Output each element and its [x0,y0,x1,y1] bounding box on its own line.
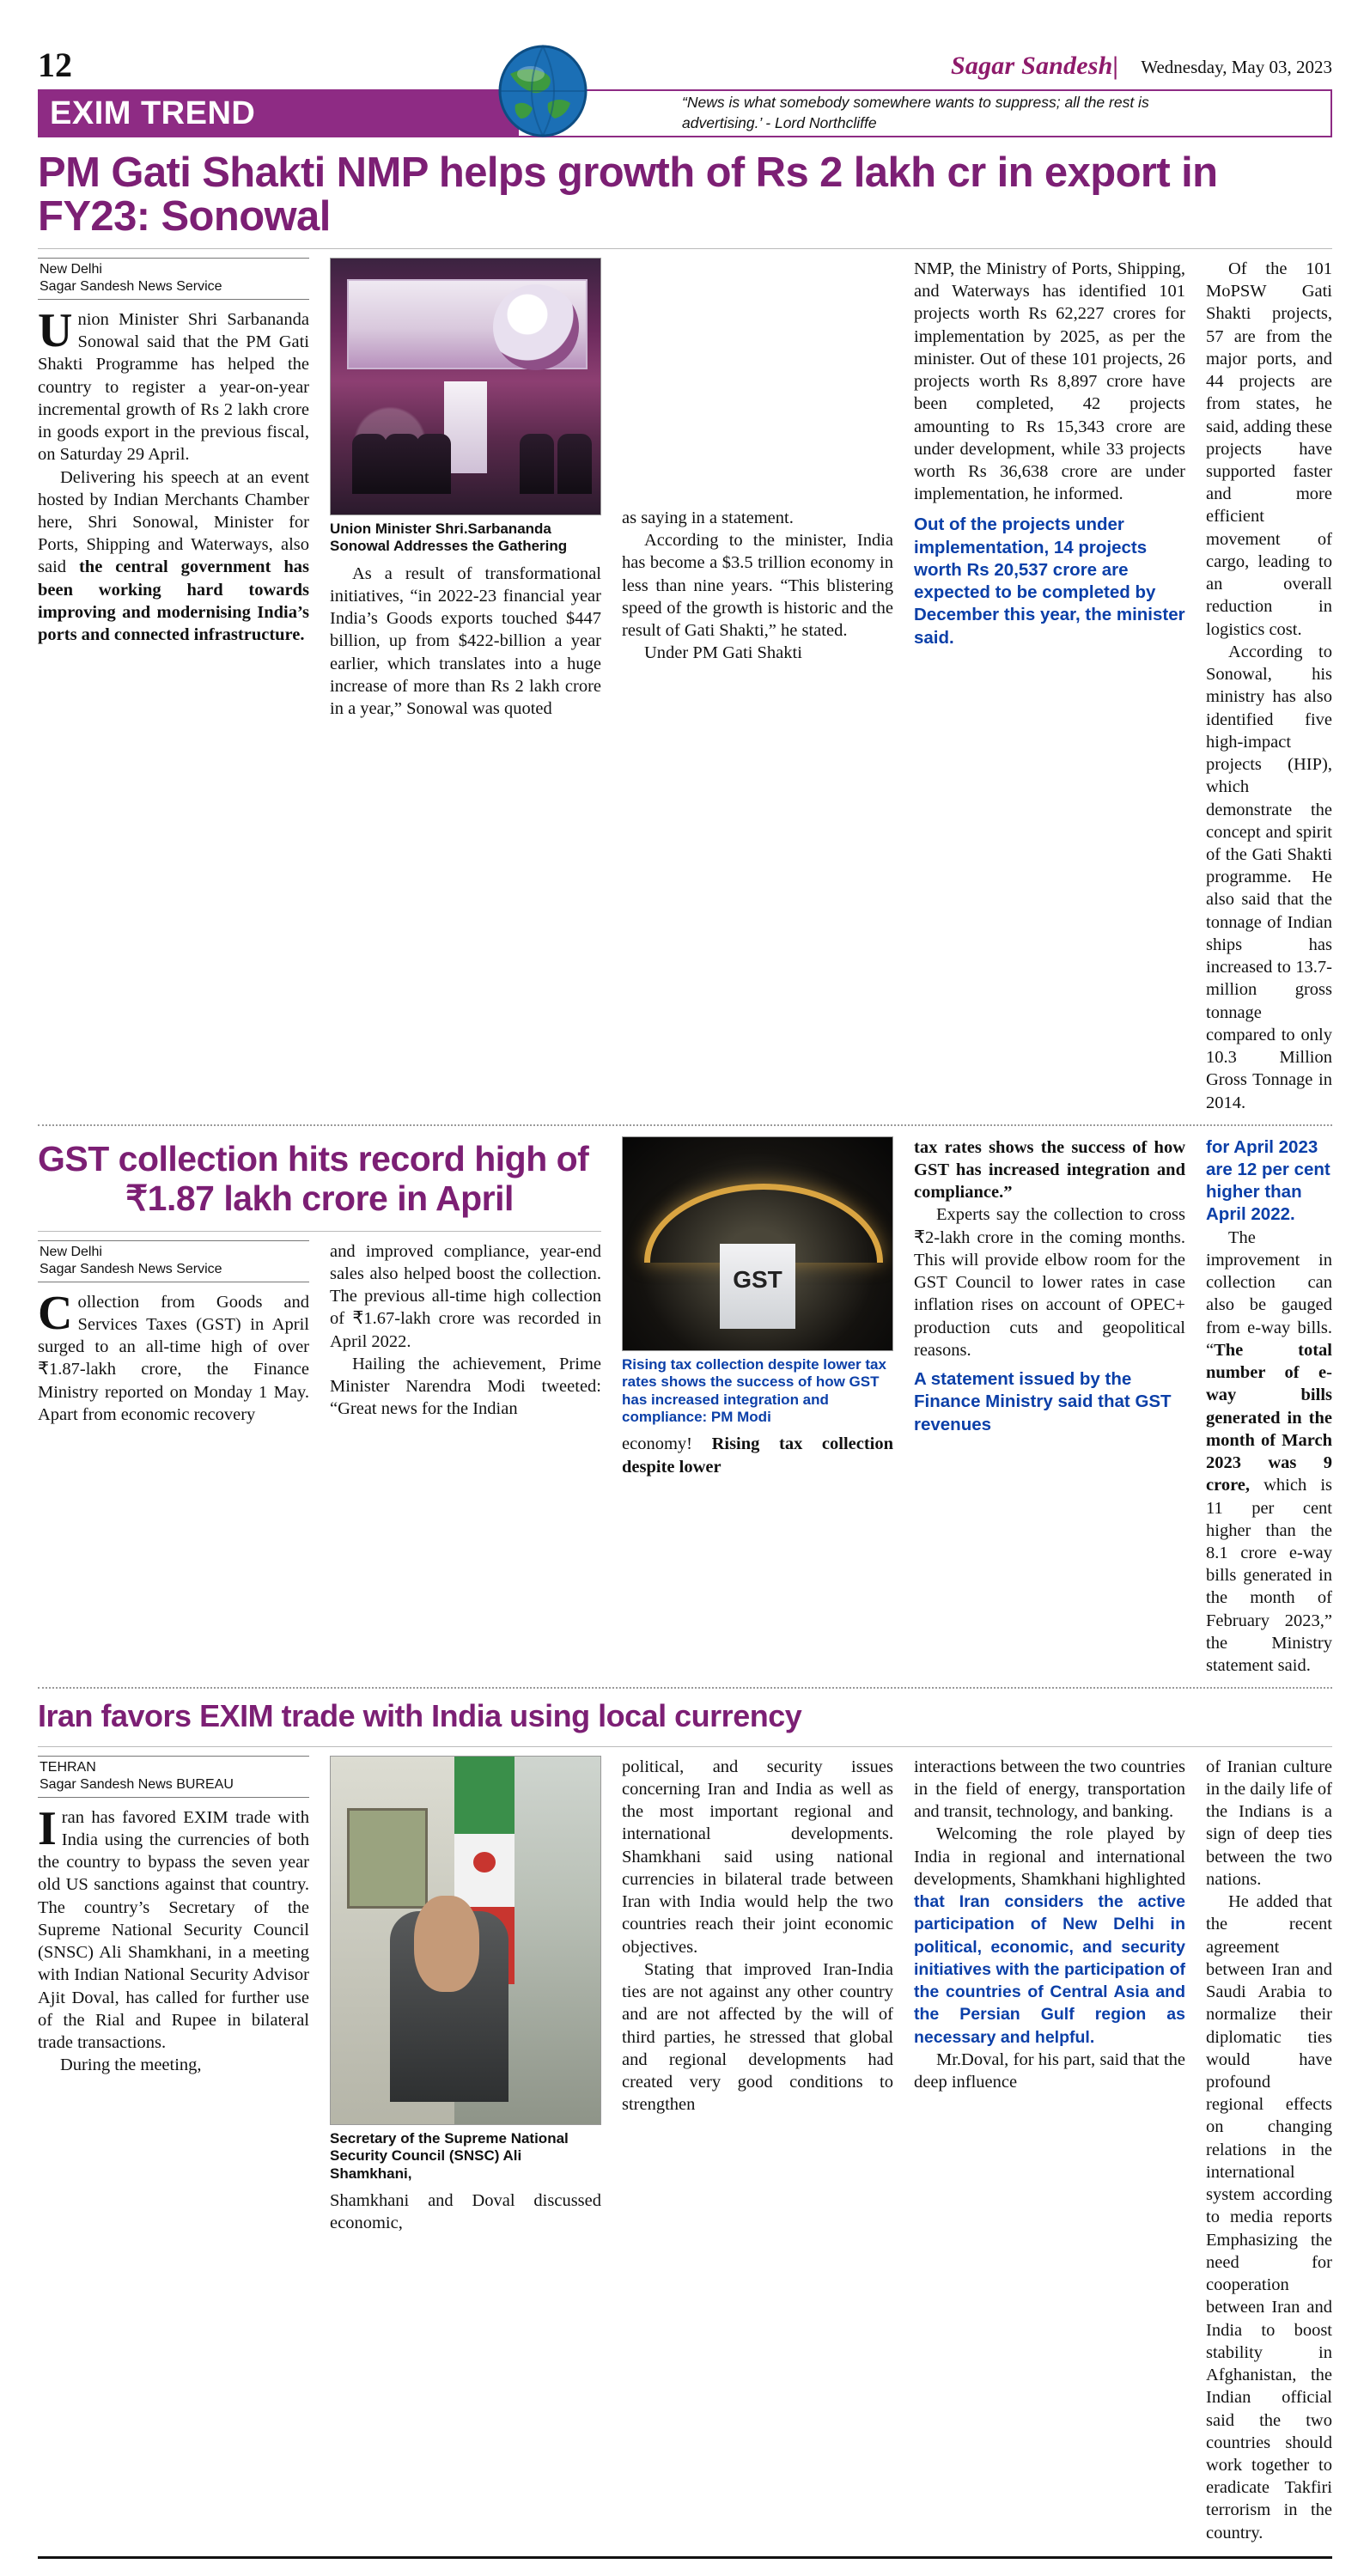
article1-col4-p1: NMP, the Ministry of Ports, Shipping, and Waterways has identified 101 projects worth Rs 62,227 crores for implementation by 2025, as per the minister. Out of these 101 projects, 26 projects worth Rs 8,897 crore have been completed, 42 projects amounting to Rs 15,343 crore are under development, while 33 projects worth Rs 36,638 crore are under implementation, he informed. [914,259,1185,504]
article2-col2-p1: and improved compliance, year-end sales also helped boost the collection. The previous all-time high collection of ₹1.67-lakh crore was recorded in April 2022. [330,1241,601,1351]
article1-col1 [38,258,309,1114]
article2-col5-highlight: for April 2023 are 12 per cent higher than April 2022. [1206,1136,1330,1225]
article2-col1-p1: Collection from Goods and Services Taxes (GST) in April surged to an all-time high of over ₹1.87-lakh crore, the Finance Ministry reported on Monday 1 May. Apart from economic recovery [38,1286,309,1424]
paper-title-text: Sagar Sandesh [951,52,1113,80]
masthead-quote-box [519,89,1332,137]
article3-col3 [622,1756,893,2544]
article1-dateline [38,258,309,300]
article3-col3-p2: Stating that improved Iran-India ties are not against any other country and are not affected by the will of third parties, he stressed that global and regional developments had created very good conditions to strengthen [622,1959,893,2115]
article2-col4-highlight: A statement issued by the Finance Ministry said that GST revenues [914,1369,1172,1434]
article1-col3-p1: as saying in a statement. [622,508,794,527]
article3-col1-p2: During the meeting, [60,2055,202,2075]
article1-headline: PM Gati Shakti NMP helps growth of Rs 2 lakh cr in export in FY23: Sonowal [38,149,1218,241]
article3-col4-p1: interactions between the two countries in the field of energy, transportation and transit, technology, and banking. [914,1757,1185,1822]
article3-col5-p1: of Iranian culture in the daily life of the Indians is a sign of deep ties between the two nations. [1206,1757,1332,1889]
article3-col3-p1: political, and security issues concerning Iran and India as well as the most important regional and international developments. Shamkhani said using national currencies in bilateral trade between Iran with India would help the two countries reach their joint economic objectives. [622,1757,893,1957]
article1-col1-p2-bold: the central government has been working hard towards improving and modernising India’s ports and connected infrastructure. [38,557,309,645]
article3-dateline [38,1756,309,1798]
article2-col3 [622,1136,893,1678]
article1-col1-p2: Delivering his speech at an event hosted by Indian Merchants Chamber here, Shri Sonowal, Minister for Ports, Shipping and Waterways, also said the central government has been working hard towards improving and modernising India’s ports and connected infrastructure. [38,467,309,645]
masthead-quote: “News is what somebody somewhere wants to suppress; all the rest is advertising.’ - Lord Northcliffe [682,94,1149,131]
dateline-service: Sagar Sandesh News Service [40,1261,222,1276]
paper-title-bar: | [1112,52,1119,80]
article2-col1 [38,1240,309,1426]
dateline-city: TEHRAN [40,1759,96,1775]
article1-col5 [1206,258,1332,1114]
rule-dotted [38,1124,1332,1126]
article3-col4-bold: that Iran considers the active participation of New Delhi in political, economic, and security initiatives with the participation of the countries of Central Asia and the Persian Gulf region as necessary and helpful. [914,1892,1185,2047]
article2-headline [38,1140,601,1219]
rule [38,248,1332,249]
article1-col3 [622,258,893,1114]
article2-col2 [330,1240,601,1426]
article2-left-block [38,1136,601,1678]
article1-photo-caption: Union Minister Shri.Sarbananda Sonowal Addresses the Gathering [330,520,568,555]
article1-col3-p2: According to the minister, India has become a $3.5 trillion economy in less than nine years. “This blistering speed of the growth is historic and the result of Gati Shakti,” he stated. [622,531,893,641]
article3-col1 [38,1756,309,2544]
article2-col4-p1: Experts say the collection to cross ₹2-lakh crore in the coming months. This will provide elbow room for the GST Council to lower rates in case inflation rises on account of OPEC+ production cuts and geopolitical reasons. [914,1205,1185,1360]
article1-col4-highlight: Out of the projects under implementation, 14 projects worth Rs 20,537 crore are expected to be completed by December this year, the minister said. [914,515,1185,648]
article2-col4-bold-top: tax rates shows the success of how GST has increased integration and compliance.” [914,1137,1185,1203]
article3-photo-caption: Secretary of the Supreme National Security Council (SNSC) Ali Shamkhani, [330,2129,569,2182]
article2-columns [38,1136,1332,1678]
article1-col2-p1: As a result of transformational initiatives, “in 2022-23 financial year India’s Goods exports touched $447 billion, up from $422-billion a year earlier, which translates into a huge increase of more than Rs 2 lakh crore in a year,” Sonowal was quoted [330,563,601,719]
article2-photo-caption: Rising tax collection despite lower tax rates shows the success of how GST has increased integration and compliance: PM Modi [622,1355,886,1425]
article2-photo: GST [622,1136,893,1351]
article2-headline-line2: ₹1.87 lakh crore in April [125,1178,514,1218]
article3-col4 [914,1756,1185,2544]
article2-col2-p2: Hailing the achievement, Prime Minister Narendra Modi tweeted: “Great news for the Indian [330,1354,601,1419]
dateline-city: New Delhi [40,1244,102,1259]
article2-col4 [914,1136,1185,1678]
article1-col4 [914,258,1185,1114]
page-number: 12 [38,46,72,84]
article3-col4-p3: Mr.Doval, for his part, said that the deep influence [914,2049,1185,2092]
dateline-service: Sagar Sandesh News Service [40,278,222,294]
article2-headline-line1: GST collection hits record high of [38,1138,589,1178]
article3-col4-p2: Welcoming the role played by India in regional and international developments, Shamkhani highlighted that Iran considers the active participation of New Delhi in political, economic, and security initiatives with the participation of the countries of Central Asia and the Persian Gulf region as necessary and helpful. [914,1824,1185,2047]
dateline-city: New Delhi [40,261,102,277]
article1-columns [38,258,1332,1114]
article3-photo [330,1756,601,2125]
section-bar [38,89,1332,137]
article1-col5-p2: According to Sonowal, his ministry has also identified five high-impact projects (HIP), which demonstrate the concept and spirit of the Gati Shakti programme. He also said that the tonnage of Indian ships has increased to 13.7-million gross tonnage compared to only 10.3 Million Gross Tonnage in 2014. [1206,642,1332,1112]
article2-dateline [38,1240,309,1282]
article1-photo [330,258,601,515]
article1-col1-p1: Union Minister Shri Sarbananda Sonowal said that the PM Gati Shakti Programme has helped the country to register a year-on-year incremental growth of Rs 2 lakh crore in goods export in the previous fiscal, on Saturday 29 April. [38,303,309,465]
article2-col3-p1: economy! Rising tax collection despite lower [622,1434,894,1477]
rule-dotted [38,1687,1332,1689]
globe-icon [495,40,591,141]
article3-columns [38,1756,1332,2544]
article3-headline: Iran favors EXIM trade with India using local currency [38,1698,802,1734]
footer-rule [38,2556,1332,2559]
dateline-service: Sagar Sandesh News BUREAU [40,1776,234,1792]
issue-date: Wednesday, May 03, 2023 [1141,57,1332,77]
article1-col3-p3: Under PM Gati Shakti [644,643,802,663]
article3-col5 [1206,1756,1332,2544]
article1-col2 [330,258,601,1114]
article2-col5 [1206,1136,1332,1678]
article3-col5-p2: He added that the recent agreement between Iran and Saudi Arabia to normalize their diplomatic ties would have profound regional effects on changing relations in the international system according to media reports Emphasizing the need for cooperation between Iran and India to boost stability in Afghanistan, the Indian official said the two countries should work together to eradicate Takfiri terrorism in the country. [1206,1892,1332,2543]
rule [38,1231,601,1232]
section-label: EXIM TREND [38,89,519,137]
article3-col2-p1: Shamkhani and Doval discussed economic, [330,2190,601,2233]
article1-col5-p1: Of the 101 MoPSW Gati Shakti projects, 57 are from the major ports, and 44 projects are from states, he said, adding these projects have supported faster and more efficient movement of cargo, leading to an overall reduction in logistics cost. [1206,259,1332,639]
rule [38,1746,1332,1747]
article2-col5-p1: The improvement in collection can also be gauged from e-way bills. “The total number of e-way bills generated in the month of March 2023 was 9 crore, which is 11 per cent higher than the 8.1 crore e-way bills generated in the month of February 2023,” the Ministry statement said. [1206,1227,1332,1676]
masthead [38,31,1332,84]
paper-title [951,52,1118,81]
article3-col1-p1: Iran has favored EXIM trade with India using the currencies of both the country to bypass the seven year old US sanctions against that country. The country’s Secretary of the Supreme National Security Council (SNSC) Ali Shamkhani, in a meeting with Indian National Security Advisor Ajit Doval, has called for further use of the Rial and Rupee in bilateral trade transactions. [38,1801,309,2053]
article3-col2 [330,1756,601,2544]
